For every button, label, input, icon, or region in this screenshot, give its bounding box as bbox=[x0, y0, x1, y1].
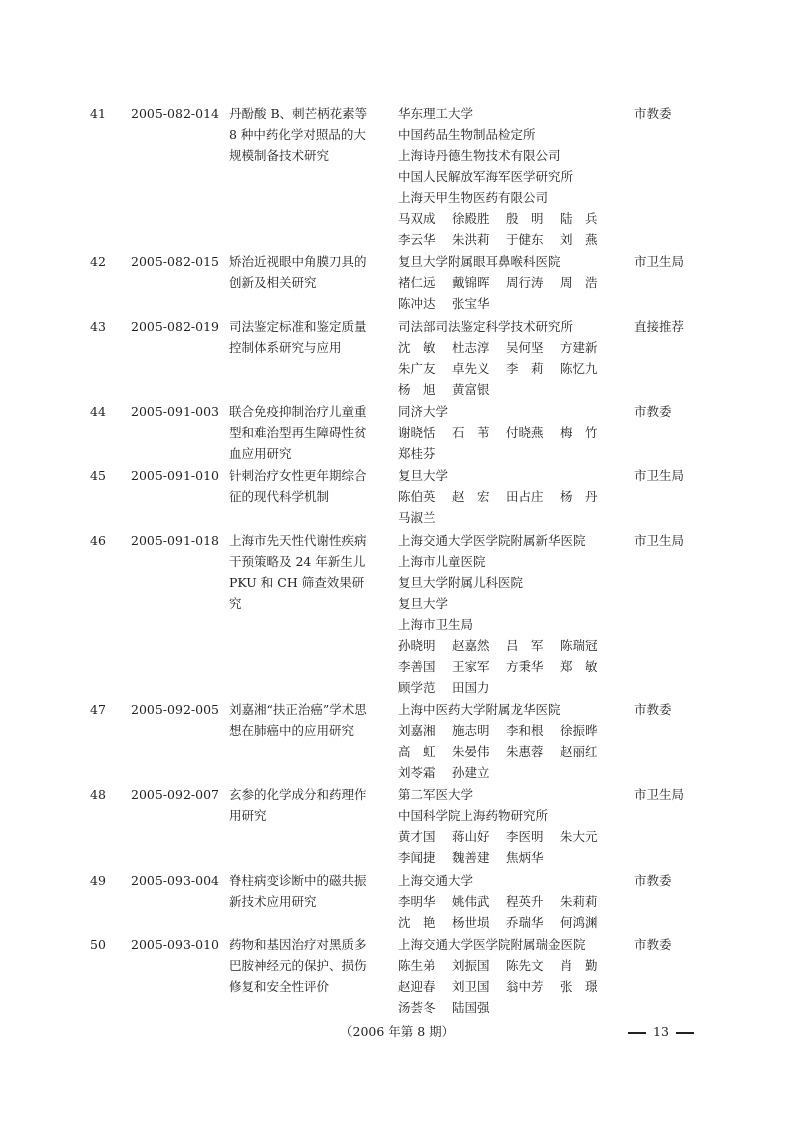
title-line: 修复和安全性评价 bbox=[229, 979, 330, 994]
person-name: 刘振国 bbox=[452, 958, 490, 973]
title-line: 8 种中药化学对照品的大 bbox=[229, 127, 366, 142]
title-line: 血应用研究 bbox=[229, 446, 292, 461]
person-name: 梅 竹 bbox=[560, 425, 598, 440]
unit-name: 司法部司法鉴定科学技术研究所 bbox=[398, 319, 574, 334]
person-name: 赵迎春 bbox=[398, 979, 436, 994]
people-line bbox=[398, 293, 620, 314]
person-name: 刘卫国 bbox=[452, 979, 490, 994]
person-name: 李明华 bbox=[398, 894, 436, 909]
unit-name: 上海交通大学医学院附属瑞金医院 bbox=[398, 937, 586, 952]
unit-name: 中国科学院上海药物研究所 bbox=[398, 808, 549, 823]
person-name: 朱莉莉 bbox=[560, 894, 598, 909]
person-name: 陈生弟 bbox=[398, 958, 436, 973]
person-name: 于健东 bbox=[506, 232, 544, 247]
person-name: 程英升 bbox=[506, 894, 544, 909]
person-name: 张 璟 bbox=[560, 979, 598, 994]
person-name: 田占庄 bbox=[506, 489, 544, 504]
person-name: 姚伟武 bbox=[452, 894, 490, 909]
title-line: 规模制备技术研究 bbox=[229, 148, 330, 163]
person-name: 蒋山好 bbox=[452, 829, 490, 844]
title-line: 用研究 bbox=[229, 808, 267, 823]
person-name: 施志明 bbox=[452, 723, 490, 738]
unit-name: 上海中医药大学附属龙华医院 bbox=[398, 702, 561, 717]
project-title bbox=[229, 870, 385, 912]
person-name: 郑 敏 bbox=[560, 659, 598, 674]
people-line bbox=[398, 762, 620, 783]
recommender: 市教委 bbox=[634, 702, 672, 717]
unit-name: 上海交通大学医学院附属新华医院 bbox=[398, 533, 586, 548]
person-name: 杜志淳 bbox=[452, 340, 490, 355]
person-name: 李云华 bbox=[398, 232, 436, 247]
person-name: 徐殿胜 bbox=[452, 211, 490, 226]
entry-number: 42 bbox=[90, 254, 106, 269]
unit-name: 华东理工大学 bbox=[398, 106, 474, 121]
people-line bbox=[398, 337, 620, 358]
project-code: 2005-082-014 bbox=[131, 106, 219, 121]
units-and-people bbox=[398, 784, 620, 868]
person-name: 陈先文 bbox=[506, 958, 544, 973]
project-code: 2005-092-005 bbox=[131, 702, 219, 717]
units-and-people bbox=[398, 103, 620, 250]
person-name: 马双成 bbox=[398, 211, 436, 226]
entry-number: 47 bbox=[90, 702, 106, 717]
people-line bbox=[398, 847, 620, 868]
person-name: 朱洪莉 bbox=[452, 232, 490, 247]
entry-number: 45 bbox=[90, 468, 106, 483]
person-name: 徐振晔 bbox=[560, 723, 598, 738]
person-name: 赵嘉然 bbox=[452, 638, 490, 653]
person-name: 付晓燕 bbox=[506, 425, 544, 440]
people-line bbox=[398, 358, 620, 379]
project-code: 2005-092-007 bbox=[131, 787, 219, 802]
people-line bbox=[398, 955, 620, 976]
unit-name: 复旦大学 bbox=[398, 468, 449, 483]
project-title bbox=[229, 401, 385, 464]
units-and-people bbox=[398, 251, 620, 314]
person-name: 高 虹 bbox=[398, 744, 436, 759]
people-line bbox=[398, 443, 620, 464]
title-line: 创新及相关研究 bbox=[229, 275, 317, 290]
unit-name: 第二军医大学 bbox=[398, 787, 474, 802]
person-name: 顾学范 bbox=[398, 680, 436, 695]
person-name: 刘嘉湘 bbox=[398, 723, 436, 738]
person-name: 戴锦晖 bbox=[452, 275, 490, 290]
entry-number: 50 bbox=[90, 937, 106, 952]
person-name: 黄富银 bbox=[452, 382, 490, 397]
person-name: 方秉华 bbox=[506, 659, 544, 674]
entry-number: 46 bbox=[90, 533, 106, 548]
project-code: 2005-082-015 bbox=[131, 254, 219, 269]
unit-name: 中国人民解放军海军医学研究所 bbox=[398, 169, 574, 184]
person-name: 魏善建 bbox=[452, 850, 490, 865]
person-name: 方建新 bbox=[560, 340, 598, 355]
project-title bbox=[229, 699, 385, 741]
unit-name: 上海诗丹德生物技术有限公司 bbox=[398, 148, 561, 163]
person-name: 乔瑞华 bbox=[506, 915, 544, 930]
person-name: 李闻捷 bbox=[398, 850, 436, 865]
person-name: 田国力 bbox=[452, 680, 490, 695]
person-name: 肖 勤 bbox=[560, 958, 598, 973]
title-line: 针刺治疗女性更年期综合 bbox=[229, 468, 367, 483]
project-title bbox=[229, 530, 385, 614]
project-code: 2005-091-018 bbox=[131, 533, 219, 548]
person-name: 吕 军 bbox=[506, 638, 544, 653]
person-name: 周 浩 bbox=[560, 275, 598, 290]
people-line bbox=[398, 422, 620, 443]
title-line: 究 bbox=[229, 596, 242, 611]
person-name: 周行涛 bbox=[506, 275, 544, 290]
units-and-people bbox=[398, 934, 620, 1018]
person-name: 李善国 bbox=[398, 659, 436, 674]
people-line bbox=[398, 656, 620, 677]
title-line: 联合免疫抑制治疗儿童重 bbox=[229, 404, 367, 419]
person-name: 卓先义 bbox=[452, 361, 490, 376]
title-line: 司法鉴定标准和鉴定质量 bbox=[229, 319, 367, 334]
person-name: 杨 旭 bbox=[398, 382, 436, 397]
person-name: 刘苓霜 bbox=[398, 765, 436, 780]
title-line: 想在肺癌中的应用研究 bbox=[229, 723, 355, 738]
issue-label: （2006 年第 8 期） bbox=[340, 1024, 455, 1039]
project-code: 2005-091-010 bbox=[131, 468, 219, 483]
people-line bbox=[398, 677, 620, 698]
unit-name: 上海天甲生物医药有限公司 bbox=[398, 190, 549, 205]
person-name: 陆 兵 bbox=[560, 211, 598, 226]
units-and-people bbox=[398, 401, 620, 464]
recommender: 市卫生局 bbox=[634, 787, 685, 802]
person-name: 朱大元 bbox=[560, 829, 598, 844]
unit-name: 复旦大学 bbox=[398, 596, 449, 611]
project-title bbox=[229, 784, 385, 826]
title-line: 刘嘉湘“扶正治癌”学术思 bbox=[229, 702, 367, 717]
people-line bbox=[398, 826, 620, 847]
person-name: 马淑兰 bbox=[398, 510, 436, 525]
person-name: 孙建立 bbox=[452, 765, 490, 780]
person-name: 陈忆九 bbox=[560, 361, 598, 376]
recommender: 市卫生局 bbox=[634, 533, 685, 548]
people-line bbox=[398, 976, 620, 997]
entry-number: 49 bbox=[90, 873, 106, 888]
person-name: 石 苇 bbox=[452, 425, 490, 440]
person-name: 殷 明 bbox=[506, 211, 544, 226]
dash-left bbox=[628, 1032, 646, 1034]
page-number: 13 bbox=[653, 1024, 669, 1039]
title-line: 型和难治型再生障碍性贫 bbox=[229, 425, 367, 440]
units-and-people bbox=[398, 316, 620, 400]
project-code: 2005-093-010 bbox=[131, 937, 219, 952]
project-code: 2005-091-003 bbox=[131, 404, 219, 419]
person-name: 朱惠蓉 bbox=[506, 744, 544, 759]
title-line: 征的现代科学机制 bbox=[229, 489, 330, 504]
entry-number: 48 bbox=[90, 787, 106, 802]
person-name: 赵丽红 bbox=[560, 744, 598, 759]
title-line: 丹酚酸 B、刺芒柄花素等 bbox=[229, 106, 368, 121]
person-name: 沈 敏 bbox=[398, 340, 436, 355]
recommender: 直接推荐 bbox=[634, 319, 685, 334]
person-name: 朱晏伟 bbox=[452, 744, 490, 759]
entry-number: 41 bbox=[90, 106, 106, 121]
page-number-block bbox=[628, 1021, 694, 1043]
people-line bbox=[398, 208, 620, 229]
dash-right bbox=[676, 1032, 694, 1034]
people-line bbox=[398, 720, 620, 741]
title-line: 新技术应用研究 bbox=[229, 894, 317, 909]
unit-name: 中国药品生物制品检定所 bbox=[398, 127, 536, 142]
person-name: 李医明 bbox=[506, 829, 544, 844]
units-and-people bbox=[398, 870, 620, 933]
title-line: 药物和基因治疗对黑质多 bbox=[229, 937, 367, 952]
people-line bbox=[398, 272, 620, 293]
entry-number: 43 bbox=[90, 319, 106, 334]
person-name: 焦炳华 bbox=[506, 850, 544, 865]
recommender: 市教委 bbox=[634, 937, 672, 952]
person-name: 谢晓恬 bbox=[398, 425, 436, 440]
unit-name: 上海市卫生局 bbox=[398, 617, 474, 632]
person-name: 吴何坚 bbox=[506, 340, 544, 355]
recommender: 市教委 bbox=[634, 106, 672, 121]
recommender: 市教委 bbox=[634, 404, 672, 419]
people-line bbox=[398, 741, 620, 762]
units-and-people bbox=[398, 530, 620, 698]
person-name: 朱广友 bbox=[398, 361, 436, 376]
unit-name: 同济大学 bbox=[398, 404, 449, 419]
people-line bbox=[398, 229, 620, 250]
entry-number: 44 bbox=[90, 404, 106, 419]
person-name: 汤荟冬 bbox=[398, 1000, 436, 1015]
person-name: 陈瑞冠 bbox=[560, 638, 598, 653]
page-footer bbox=[0, 1021, 793, 1043]
units-and-people bbox=[398, 699, 620, 783]
title-line: 脊柱病变诊断中的磁共振 bbox=[229, 873, 367, 888]
people-line bbox=[398, 997, 620, 1018]
title-line: 上海市先天性代谢性疾病 bbox=[229, 533, 367, 548]
unit-name: 上海市儿童医院 bbox=[398, 554, 486, 569]
person-name: 杨 丹 bbox=[560, 489, 598, 504]
people-line bbox=[398, 891, 620, 912]
title-line: 干预策略及 24 年新生儿 bbox=[229, 554, 366, 569]
person-name: 陈冲达 bbox=[398, 296, 436, 311]
project-code: 2005-093-004 bbox=[131, 873, 219, 888]
title-line: 巴胺神经元的保护、损伤 bbox=[229, 958, 367, 973]
person-name: 翁中芳 bbox=[506, 979, 544, 994]
person-name: 陆国强 bbox=[452, 1000, 490, 1015]
person-name: 杨世埙 bbox=[452, 915, 490, 930]
person-name: 黄才国 bbox=[398, 829, 436, 844]
person-name: 沈 艳 bbox=[398, 915, 436, 930]
title-line: 控制体系研究与应用 bbox=[229, 340, 342, 355]
person-name: 孙晓明 bbox=[398, 638, 436, 653]
project-code: 2005-082-019 bbox=[131, 319, 219, 334]
project-title bbox=[229, 251, 385, 293]
person-name: 郑桂芬 bbox=[398, 446, 436, 461]
person-name: 何鸿渊 bbox=[560, 915, 598, 930]
recommender: 市教委 bbox=[634, 873, 672, 888]
recommender: 市卫生局 bbox=[634, 254, 685, 269]
person-name: 张宝华 bbox=[452, 296, 490, 311]
person-name: 李 莉 bbox=[506, 361, 544, 376]
unit-name: 复旦大学附属儿科医院 bbox=[398, 575, 524, 590]
recommender: 市卫生局 bbox=[634, 468, 685, 483]
people-line bbox=[398, 635, 620, 656]
person-name: 褚仁远 bbox=[398, 275, 436, 290]
title-line: 矫治近视眼中角膜刀具的 bbox=[229, 254, 367, 269]
title-line: PKU 和 CH 筛查效果研 bbox=[229, 575, 365, 590]
units-and-people bbox=[398, 465, 620, 528]
people-line bbox=[398, 379, 620, 400]
project-title bbox=[229, 316, 385, 358]
title-line: 玄参的化学成分和药理作 bbox=[229, 787, 367, 802]
people-line bbox=[398, 486, 620, 507]
people-line bbox=[398, 912, 620, 933]
project-title bbox=[229, 934, 385, 997]
unit-name: 上海交通大学 bbox=[398, 873, 474, 888]
unit-name: 复旦大学附属眼耳鼻喉科医院 bbox=[398, 254, 561, 269]
project-title bbox=[229, 103, 385, 166]
person-name: 陈伯英 bbox=[398, 489, 436, 504]
project-title bbox=[229, 465, 385, 507]
person-name: 王家军 bbox=[452, 659, 490, 674]
person-name: 赵 宏 bbox=[452, 489, 490, 504]
people-line bbox=[398, 507, 620, 528]
person-name: 李和根 bbox=[506, 723, 544, 738]
person-name: 刘 燕 bbox=[560, 232, 598, 247]
